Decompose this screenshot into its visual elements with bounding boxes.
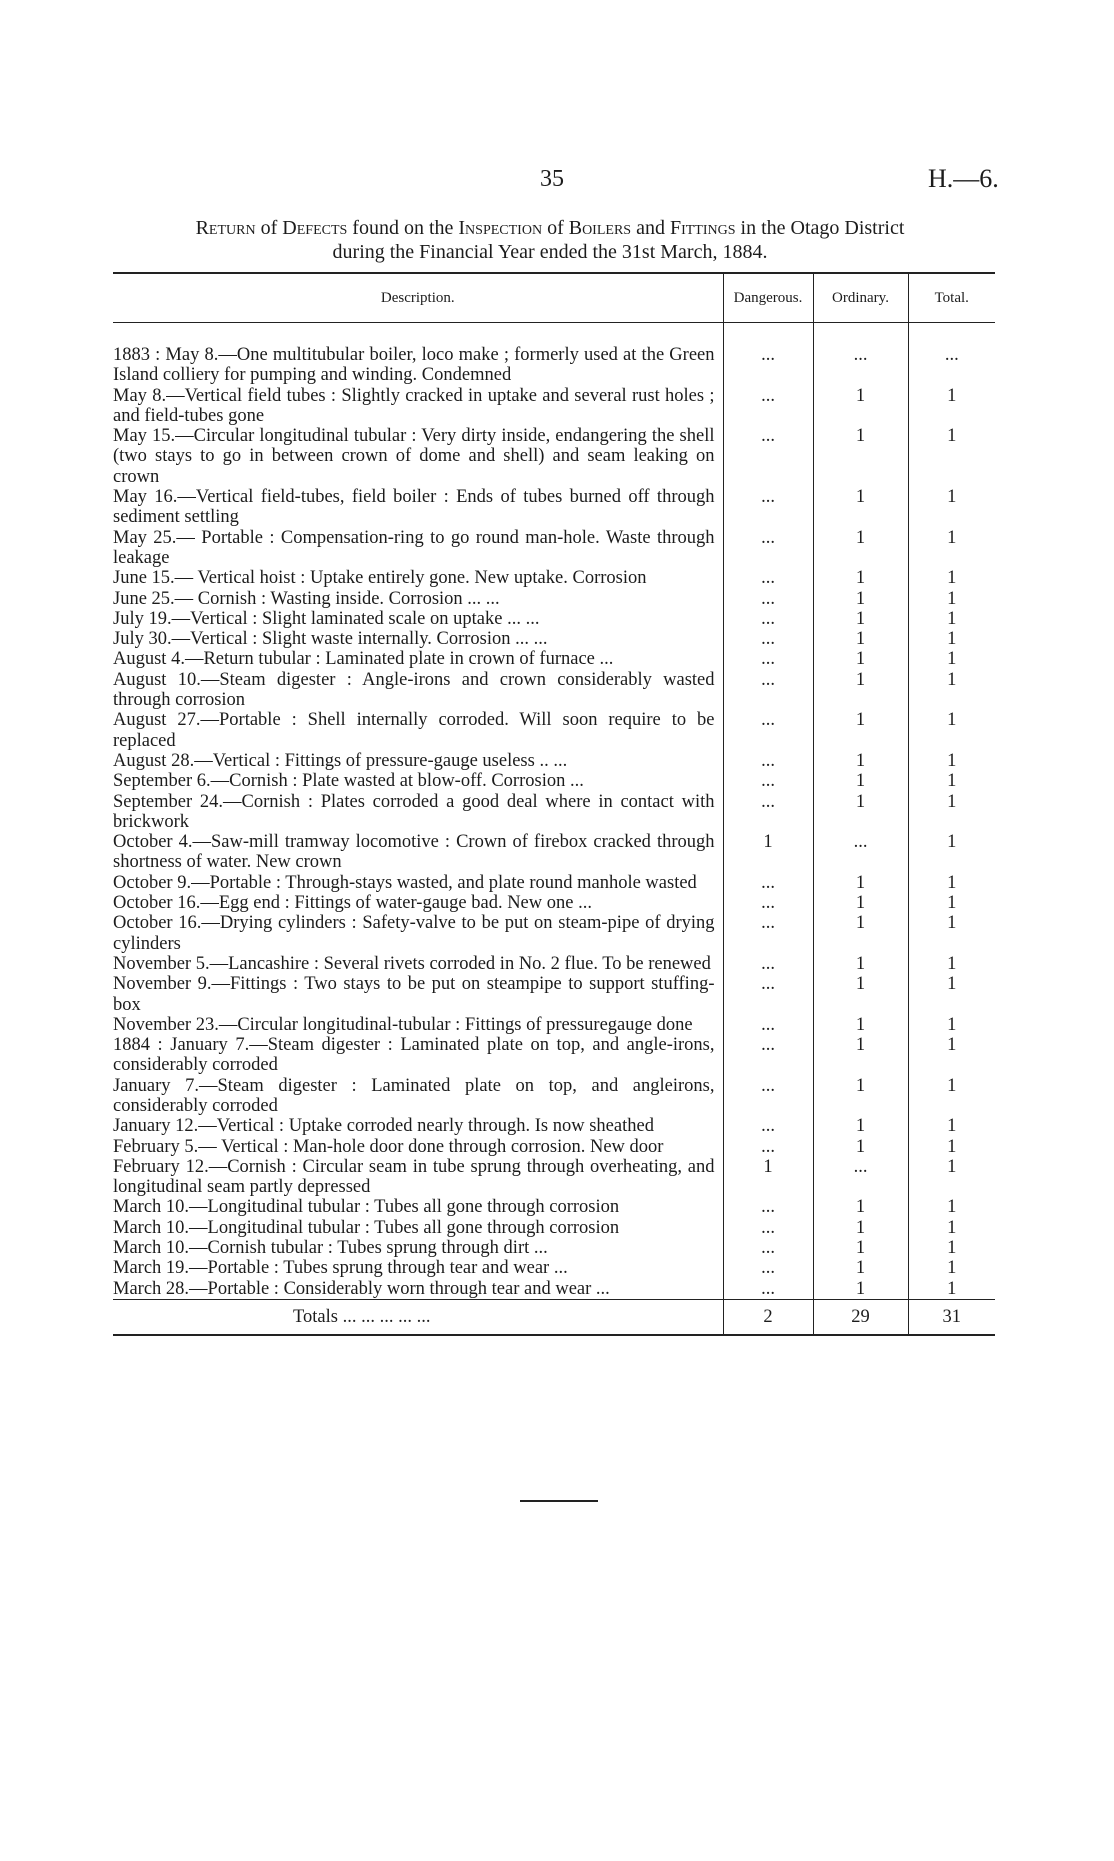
row-total-count: 1 [908, 589, 995, 609]
row-ordinary-count: 1 [813, 893, 908, 913]
row-description: November 23.—Circular longitudinal-tubular : Fittings of pressuregauge done [113, 1014, 693, 1035]
row-total-count: 1 [908, 1258, 995, 1278]
row-description: January 7.—Steam digester : Laminated plate on top, and angleirons, considerably corroded [113, 1075, 715, 1116]
row-description: May 15.—Circular longitudinal tubular : Very dirty inside, endangering the shell (two stays to go in between crown of dome and shell) and seam leaking on crown [113, 426, 715, 487]
document-code: H.—6. [928, 164, 999, 193]
row-ordinary-count: 1 [813, 568, 908, 588]
row-description: March 10.—Longitudinal tubular : Tubes all gone through corrosion [113, 1197, 620, 1218]
table-row [113, 1258, 995, 1278]
row-ordinary-count: 1 [813, 1116, 908, 1136]
table-row [113, 974, 995, 1015]
row-total-count: 1 [908, 1279, 995, 1300]
title-word: found on the [352, 217, 454, 239]
row-dangerous-count: ... [723, 1076, 813, 1117]
row-total-count: 1 [908, 1035, 995, 1076]
spacer-row [113, 323, 995, 346]
row-total-count: 1 [908, 426, 995, 487]
row-description: September 6.—Cornish : Plate wasted at blow-off. Corrosion ... [113, 771, 584, 792]
column-header-dangerous: Dangerous. [723, 273, 813, 323]
row-ordinary-count: 1 [813, 913, 908, 954]
table-row [113, 832, 995, 873]
row-total-count: 1 [908, 893, 995, 913]
table-row [113, 1035, 995, 1076]
column-header-ordinary: Ordinary. [813, 273, 908, 323]
row-description: October 16.—Egg end : Fittings of water-gauge bad. New one ... [113, 893, 592, 914]
row-dangerous-count: ... [723, 1197, 813, 1217]
table-row [113, 1116, 995, 1136]
row-total-count: 1 [908, 873, 995, 893]
row-ordinary-count: 1 [813, 528, 908, 569]
row-description: March 19.—Portable : Tubes sprung through tear and wear ... [113, 1258, 568, 1279]
table-row [113, 629, 995, 649]
row-description: May 16.—Vertical field-tubes, field boiler : Ends of tubes burned off through sediment settling [113, 487, 715, 528]
totals-dangerous: 2 [723, 1299, 813, 1335]
table-title [100, 216, 1000, 264]
title-word: Inspection [458, 217, 543, 239]
totals-label: Totals ... ... ... ... ... [113, 1299, 723, 1335]
row-dangerous-count: ... [723, 873, 813, 893]
page-number: 35 [540, 166, 564, 192]
title-line-1 [100, 216, 1000, 240]
row-ordinary-count: 1 [813, 487, 908, 528]
row-ordinary-count: 1 [813, 873, 908, 893]
row-dangerous-count: ... [723, 1279, 813, 1300]
row-description: March 28.—Portable : Considerably worn through tear and wear ... [113, 1278, 610, 1299]
table-row [113, 1238, 995, 1258]
row-dangerous-count: ... [723, 386, 813, 427]
table-row [113, 568, 995, 588]
row-ordinary-count: 1 [813, 1258, 908, 1278]
title-word: of [547, 217, 564, 239]
row-ordinary-count: 1 [813, 1137, 908, 1157]
row-description: October 4.—Saw-mill tramway locomotive : Crown of firebox cracked through shortness of water. New crown [113, 832, 715, 873]
row-description: August 28.—Vertical : Fittings of pressure-gauge useless .. ... [113, 750, 568, 771]
row-ordinary-count: 1 [813, 954, 908, 974]
row-dangerous-count: ... [723, 1015, 813, 1035]
row-dangerous-count: 1 [723, 1157, 813, 1198]
table-row [113, 771, 995, 791]
table-row [113, 792, 995, 833]
row-total-count: 1 [908, 710, 995, 751]
row-dangerous-count: ... [723, 568, 813, 588]
row-total-count: 1 [908, 649, 995, 669]
table-row [113, 1279, 995, 1300]
row-ordinary-count: 1 [813, 1076, 908, 1117]
title-line-2: during the Financial Year ended the 31st March, 1884. [332, 241, 768, 263]
row-total-count: 1 [908, 528, 995, 569]
table-row [113, 649, 995, 669]
row-description: August 10.—Steam digester : Angle-irons and crown considerably wasted through corrosion [113, 669, 715, 711]
row-dangerous-count: ... [723, 710, 813, 751]
row-dangerous-count: ... [723, 1137, 813, 1157]
row-ordinary-count: 1 [813, 426, 908, 487]
totals-row [113, 1299, 995, 1335]
row-dangerous-count: ... [723, 1258, 813, 1278]
table-row [113, 893, 995, 913]
row-total-count: 1 [908, 1116, 995, 1136]
row-total-count: 1 [908, 670, 995, 711]
row-total-count: 1 [908, 568, 995, 588]
table-row [113, 913, 995, 954]
row-ordinary-count: 1 [813, 1197, 908, 1217]
row-total-count: 1 [908, 751, 995, 771]
row-description: 1884 : January 7.—Steam digester : Laminated plate on top, and angle-irons, considerably corroded [113, 1035, 715, 1076]
row-total-count: 1 [908, 954, 995, 974]
table-row [113, 1157, 995, 1198]
row-total-count: 1 [908, 487, 995, 528]
row-total-count: 1 [908, 974, 995, 1015]
table-row [113, 670, 995, 711]
closing-rule [520, 1500, 598, 1502]
row-description: June 25.— Cornish : Wasting inside. Corrosion ... ... [113, 588, 500, 609]
row-ordinary-count: 1 [813, 974, 908, 1015]
table-row [113, 609, 995, 629]
row-total-count: 1 [908, 832, 995, 873]
row-description: August 27.—Portable : Shell internally corroded. Will soon require to be replaced [113, 710, 715, 751]
row-dangerous-count: ... [723, 771, 813, 791]
row-total-count: 1 [908, 386, 995, 427]
title-word: of [260, 217, 278, 239]
row-ordinary-count: 1 [813, 629, 908, 649]
row-ordinary-count: ... [813, 345, 908, 386]
row-total-count: 1 [908, 792, 995, 833]
row-description: October 16.—Drying cylinders : Safety-valve to be put on steam-pipe of drying cylinders [113, 913, 715, 954]
row-dangerous-count: ... [723, 1116, 813, 1136]
column-header-total: Total. [908, 273, 995, 323]
row-ordinary-count: 1 [813, 1035, 908, 1076]
row-dangerous-count: ... [723, 751, 813, 771]
row-description: March 10.—Cornish tubular : Tubes sprung through dirt ... [113, 1238, 548, 1259]
row-dangerous-count: ... [723, 792, 813, 833]
row-dangerous-count: ... [723, 487, 813, 528]
table-body [113, 323, 995, 1335]
row-total-count: 1 [908, 1218, 995, 1238]
row-ordinary-count: 1 [813, 1238, 908, 1258]
table-row [113, 589, 995, 609]
row-dangerous-count: ... [723, 1035, 813, 1076]
row-ordinary-count: 1 [813, 589, 908, 609]
row-description: August 4.—Return tubular : Laminated plate in crown of furnace ... [113, 649, 614, 670]
row-total-count: 1 [908, 1157, 995, 1198]
row-total-count: 1 [908, 1076, 995, 1117]
table-row [113, 1076, 995, 1117]
row-dangerous-count: 1 [723, 832, 813, 873]
row-dangerous-count: ... [723, 609, 813, 629]
table-row [113, 1015, 995, 1035]
row-ordinary-count: 1 [813, 1279, 908, 1300]
row-description: November 5.—Lancashire : Several rivets corroded in No. 2 flue. To be renewed [113, 953, 711, 974]
table-row [113, 873, 995, 893]
table-row [113, 1137, 995, 1157]
row-ordinary-count: 1 [813, 670, 908, 711]
title-word: Return [195, 217, 256, 239]
title-word: Boilers [568, 217, 632, 239]
row-dangerous-count: ... [723, 649, 813, 669]
row-total-count: 1 [908, 609, 995, 629]
row-dangerous-count: ... [723, 589, 813, 609]
row-total-count: 1 [908, 1137, 995, 1157]
row-description: June 15.— Vertical hoist : Uptake entirely gone. New uptake. Corrosion [113, 568, 647, 589]
row-ordinary-count: 1 [813, 1218, 908, 1238]
row-description: September 24.—Cornish : Plates corroded a good deal where in contact with brickwork [113, 791, 715, 832]
title-word: Defects [282, 217, 348, 239]
row-ordinary-count: 1 [813, 771, 908, 791]
row-description: July 30.—Vertical : Slight waste internally. Corrosion ... ... [113, 629, 548, 650]
row-description: 1883 : May 8.—One multitubular boiler, loco make ; formerly used at the Green Island colliery for pumping and winding. Condemned [113, 345, 715, 386]
row-description: January 12.—Vertical : Uptake corroded nearly through. Is now sheathed [113, 1116, 654, 1137]
row-total-count: 1 [908, 1197, 995, 1217]
row-dangerous-count: ... [723, 670, 813, 711]
row-ordinary-count: 1 [813, 386, 908, 427]
table-row [113, 751, 995, 771]
row-dangerous-count: ... [723, 974, 813, 1015]
table-row [113, 1197, 995, 1217]
row-ordinary-count: 1 [813, 649, 908, 669]
row-dangerous-count: ... [723, 954, 813, 974]
table-row [113, 710, 995, 751]
column-header-description: Description. [380, 289, 455, 306]
table-row [113, 528, 995, 569]
defects-table-container [113, 272, 995, 1336]
table-row [113, 426, 995, 487]
row-dangerous-count: ... [723, 426, 813, 487]
row-total-count: 1 [908, 1238, 995, 1258]
row-total-count: 1 [908, 1015, 995, 1035]
row-description: February 5.— Vertical : Man-hole door done through corrosion. New door [113, 1136, 664, 1157]
totals-total: 31 [908, 1299, 995, 1335]
row-total-count: ... [908, 345, 995, 386]
row-description: May 25.— Portable : Compensation-ring to go round man-hole. Waste through leakage [113, 527, 715, 568]
row-dangerous-count: ... [723, 1238, 813, 1258]
table-row [113, 1218, 995, 1238]
title-word: Fittings [669, 217, 736, 239]
row-ordinary-count: 1 [813, 710, 908, 751]
row-description: July 19.—Vertical : Slight laminated scale on uptake ... ... [113, 608, 540, 629]
row-ordinary-count: ... [813, 832, 908, 873]
row-total-count: 1 [908, 629, 995, 649]
row-dangerous-count: ... [723, 1218, 813, 1238]
row-dangerous-count: ... [723, 629, 813, 649]
row-dangerous-count: ... [723, 528, 813, 569]
row-total-count: 1 [908, 913, 995, 954]
row-total-count: 1 [908, 771, 995, 791]
table-row [113, 386, 995, 427]
row-ordinary-count: 1 [813, 792, 908, 833]
title-word: and [636, 217, 665, 239]
row-ordinary-count: 1 [813, 1015, 908, 1035]
row-description: May 8.—Vertical field tubes : Slightly cracked in uptake and several rust holes ; and field-tubes gone [113, 385, 715, 426]
defects-table [113, 272, 995, 1336]
title-word: in the Otago District [740, 217, 905, 239]
row-description: November 9.—Fittings : Two stays to be put on steampipe to support stuffing-box [113, 974, 715, 1015]
table-header-row [113, 273, 995, 323]
row-description: October 9.—Portable : Through-stays wasted, and plate round manhole wasted [113, 872, 697, 893]
row-ordinary-count: 1 [813, 751, 908, 771]
row-dangerous-count: ... [723, 913, 813, 954]
row-dangerous-count: ... [723, 893, 813, 913]
table-row [113, 345, 995, 386]
table-row [113, 487, 995, 528]
row-description: March 10.—Longitudinal tubular : Tubes all gone through corrosion [113, 1217, 620, 1238]
row-ordinary-count: 1 [813, 609, 908, 629]
row-description: February 12.—Cornish : Circular seam in tube sprung through overheating, and longitudinal seam partly depressed [113, 1156, 715, 1198]
totals-ordinary: 29 [813, 1299, 908, 1335]
table-row [113, 954, 995, 974]
row-dangerous-count: ... [723, 345, 813, 386]
row-ordinary-count: ... [813, 1157, 908, 1198]
